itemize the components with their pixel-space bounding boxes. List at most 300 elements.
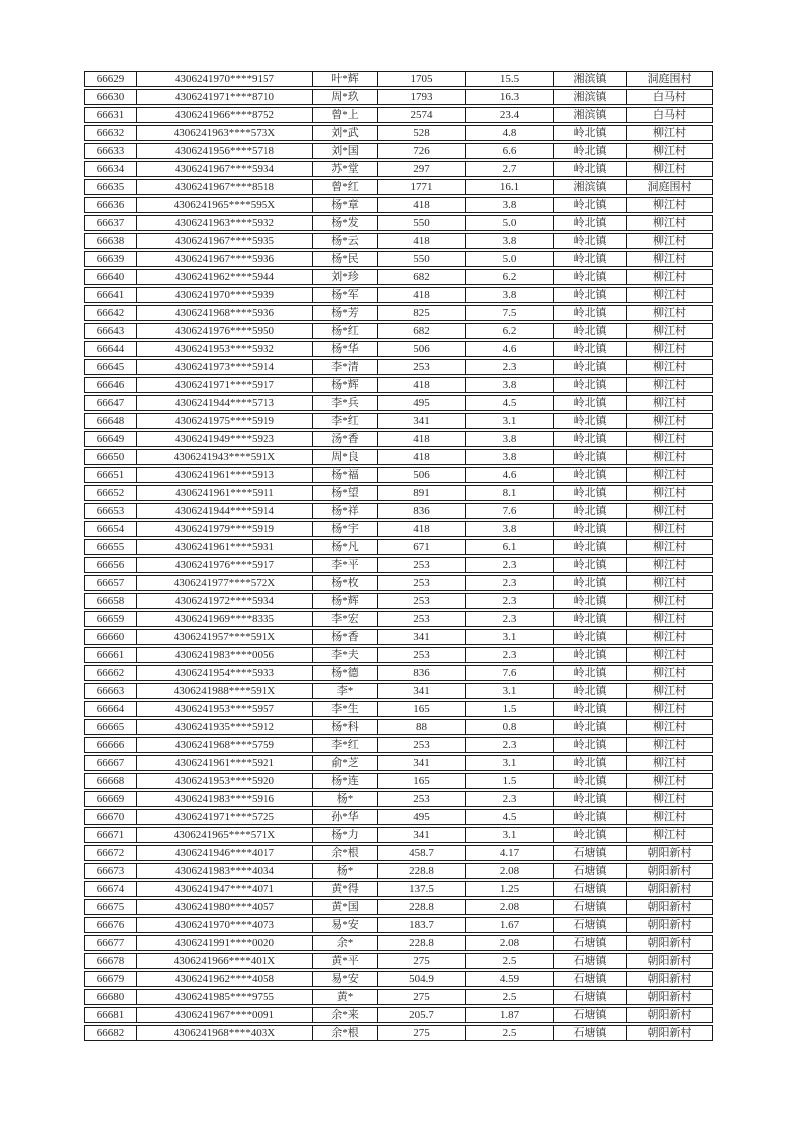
cell-seq: 66646 — [84, 377, 136, 393]
cell-seq: 66633 — [84, 143, 136, 159]
cell-seq: 66682 — [84, 1025, 136, 1041]
table-row — [84, 341, 713, 357]
cell-area: 4.5 — [465, 809, 553, 825]
cell-town: 岭北镇 — [553, 827, 626, 843]
table-row — [84, 773, 713, 789]
cell-seq: 66669 — [84, 791, 136, 807]
cell-village: 柳江村 — [626, 719, 713, 735]
cell-town: 岭北镇 — [553, 215, 626, 231]
cell-village: 朝阳新村 — [626, 899, 713, 915]
cell-village: 柳江村 — [626, 269, 713, 285]
cell-id-number: 4306241968****5936 — [136, 305, 312, 321]
cell-amount: 228.8 — [377, 863, 465, 879]
cell-id-number: 4306241953****5932 — [136, 341, 312, 357]
cell-seq: 66637 — [84, 215, 136, 231]
cell-name: 李*生 — [312, 701, 377, 717]
cell-seq: 66631 — [84, 107, 136, 123]
cell-id-number: 4306241979****5919 — [136, 521, 312, 537]
table-row — [84, 377, 713, 393]
cell-seq: 66676 — [84, 917, 136, 933]
cell-amount: 726 — [377, 143, 465, 159]
cell-name: 黄*国 — [312, 899, 377, 915]
cell-area: 2.3 — [465, 557, 553, 573]
cell-id-number: 4306241967****5935 — [136, 233, 312, 249]
cell-amount: 528 — [377, 125, 465, 141]
cell-seq: 66656 — [84, 557, 136, 573]
cell-village: 柳江村 — [626, 305, 713, 321]
cell-town: 岭北镇 — [553, 233, 626, 249]
cell-village: 柳江村 — [626, 431, 713, 447]
table-row — [84, 413, 713, 429]
cell-area: 3.8 — [465, 431, 553, 447]
cell-village: 朝阳新村 — [626, 863, 713, 879]
cell-amount: 253 — [377, 791, 465, 807]
cell-seq: 66651 — [84, 467, 136, 483]
cell-id-number: 4306241944****5713 — [136, 395, 312, 411]
cell-town: 岭北镇 — [553, 755, 626, 771]
cell-seq: 66681 — [84, 1007, 136, 1023]
table-row — [84, 989, 713, 1005]
cell-area: 1.67 — [465, 917, 553, 933]
cell-town: 岭北镇 — [553, 413, 626, 429]
cell-village: 朝阳新村 — [626, 1007, 713, 1023]
table-row — [84, 71, 713, 87]
cell-area: 6.6 — [465, 143, 553, 159]
cell-area: 6.1 — [465, 539, 553, 555]
cell-amount: 253 — [377, 593, 465, 609]
table-row — [84, 449, 713, 465]
cell-town: 岭北镇 — [553, 323, 626, 339]
cell-town: 岭北镇 — [553, 269, 626, 285]
cell-seq: 66680 — [84, 989, 136, 1005]
cell-seq: 66648 — [84, 413, 136, 429]
table-row — [84, 251, 713, 267]
cell-area: 3.8 — [465, 197, 553, 213]
cell-name: 黄*平 — [312, 953, 377, 969]
cell-seq: 66630 — [84, 89, 136, 105]
cell-id-number: 4306241953****5920 — [136, 773, 312, 789]
cell-name: 周*玖 — [312, 89, 377, 105]
table-row — [84, 719, 713, 735]
cell-area: 2.3 — [465, 359, 553, 375]
table-row — [84, 107, 713, 123]
cell-name: 李*兵 — [312, 395, 377, 411]
cell-village: 柳江村 — [626, 611, 713, 627]
cell-village: 柳江村 — [626, 593, 713, 609]
cell-seq: 66678 — [84, 953, 136, 969]
cell-seq: 66640 — [84, 269, 136, 285]
cell-area: 3.1 — [465, 629, 553, 645]
cell-name: 杨*芳 — [312, 305, 377, 321]
cell-id-number: 4306241956****5718 — [136, 143, 312, 159]
cell-id-number: 4306241963****573X — [136, 125, 312, 141]
cell-area: 5.0 — [465, 251, 553, 267]
cell-village: 柳江村 — [626, 125, 713, 141]
cell-area: 1.5 — [465, 773, 553, 789]
cell-amount: 165 — [377, 773, 465, 789]
cell-village: 柳江村 — [626, 395, 713, 411]
cell-village: 柳江村 — [626, 251, 713, 267]
table-row — [84, 791, 713, 807]
cell-id-number: 4306241970****4073 — [136, 917, 312, 933]
table-row — [84, 737, 713, 753]
cell-village: 朝阳新村 — [626, 1025, 713, 1041]
table-row — [84, 359, 713, 375]
table-row — [84, 665, 713, 681]
table-row — [84, 557, 713, 573]
cell-name: 余*根 — [312, 1025, 377, 1041]
cell-village: 柳江村 — [626, 485, 713, 501]
cell-town: 岭北镇 — [553, 359, 626, 375]
cell-id-number: 4306241975****5919 — [136, 413, 312, 429]
cell-village: 柳江村 — [626, 413, 713, 429]
cell-town: 岭北镇 — [553, 449, 626, 465]
cell-name: 叶*辉 — [312, 71, 377, 87]
cell-town: 岭北镇 — [553, 125, 626, 141]
cell-amount: 495 — [377, 809, 465, 825]
cell-seq: 66638 — [84, 233, 136, 249]
table-row — [84, 629, 713, 645]
cell-seq: 66667 — [84, 755, 136, 771]
table-row — [84, 503, 713, 519]
cell-seq: 66653 — [84, 503, 136, 519]
cell-town: 岭北镇 — [553, 197, 626, 213]
cell-area: 2.5 — [465, 989, 553, 1005]
cell-village: 柳江村 — [626, 503, 713, 519]
cell-id-number: 4306241983****5916 — [136, 791, 312, 807]
cell-name: 易*安 — [312, 971, 377, 987]
cell-area: 7.6 — [465, 503, 553, 519]
cell-seq: 66665 — [84, 719, 136, 735]
cell-seq: 66635 — [84, 179, 136, 195]
cell-seq: 66657 — [84, 575, 136, 591]
cell-id-number: 4306241971****5725 — [136, 809, 312, 825]
cell-name: 黄* — [312, 989, 377, 1005]
cell-area: 15.5 — [465, 71, 553, 87]
cell-id-number: 4306241980****4057 — [136, 899, 312, 915]
cell-name: 李*夫 — [312, 647, 377, 663]
cell-village: 柳江村 — [626, 575, 713, 591]
cell-area: 4.59 — [465, 971, 553, 987]
cell-amount: 2574 — [377, 107, 465, 123]
cell-seq: 66668 — [84, 773, 136, 789]
cell-town: 岭北镇 — [553, 503, 626, 519]
table-row — [84, 467, 713, 483]
cell-amount: 506 — [377, 341, 465, 357]
cell-area: 2.5 — [465, 953, 553, 969]
table-row — [84, 917, 713, 933]
cell-id-number: 4306241965****571X — [136, 827, 312, 843]
cell-amount: 418 — [377, 287, 465, 303]
cell-name: 杨*力 — [312, 827, 377, 843]
table-row — [84, 755, 713, 771]
cell-amount: 165 — [377, 701, 465, 717]
table-row — [84, 1025, 713, 1041]
cell-seq: 66649 — [84, 431, 136, 447]
cell-village: 柳江村 — [626, 629, 713, 645]
table-row — [84, 143, 713, 159]
cell-village: 柳江村 — [626, 467, 713, 483]
cell-town: 石塘镇 — [553, 971, 626, 987]
cell-seq: 66636 — [84, 197, 136, 213]
cell-id-number: 4306241935****5912 — [136, 719, 312, 735]
cell-name: 杨*发 — [312, 215, 377, 231]
cell-id-number: 4306241961****5931 — [136, 539, 312, 555]
cell-name: 余*根 — [312, 845, 377, 861]
cell-name: 汤*香 — [312, 431, 377, 447]
cell-amount: 88 — [377, 719, 465, 735]
cell-seq: 66632 — [84, 125, 136, 141]
table-row — [84, 215, 713, 231]
cell-area: 3.1 — [465, 413, 553, 429]
cell-name: 杨*望 — [312, 485, 377, 501]
cell-village: 柳江村 — [626, 647, 713, 663]
cell-amount: 275 — [377, 989, 465, 1005]
cell-id-number: 4306241991****0020 — [136, 935, 312, 951]
cell-id-number: 4306241949****5923 — [136, 431, 312, 447]
cell-seq: 66659 — [84, 611, 136, 627]
cell-seq: 66639 — [84, 251, 136, 267]
cell-id-number: 4306241946****4017 — [136, 845, 312, 861]
cell-area: 3.1 — [465, 827, 553, 843]
cell-id-number: 4306241985****9755 — [136, 989, 312, 1005]
cell-amount: 418 — [377, 449, 465, 465]
cell-id-number: 4306241972****5934 — [136, 593, 312, 609]
cell-town: 石塘镇 — [553, 989, 626, 1005]
cell-name: 俞*芝 — [312, 755, 377, 771]
cell-amount: 682 — [377, 323, 465, 339]
table-row — [84, 395, 713, 411]
cell-village: 柳江村 — [626, 359, 713, 375]
cell-name: 杨*宇 — [312, 521, 377, 537]
cell-amount: 550 — [377, 251, 465, 267]
cell-village: 柳江村 — [626, 665, 713, 681]
cell-village: 柳江村 — [626, 521, 713, 537]
cell-seq: 66655 — [84, 539, 136, 555]
table-row — [84, 953, 713, 969]
cell-town: 岭北镇 — [553, 593, 626, 609]
cell-name: 杨*香 — [312, 629, 377, 645]
cell-name: 杨*民 — [312, 251, 377, 267]
cell-seq: 66675 — [84, 899, 136, 915]
table-row — [84, 971, 713, 987]
cell-id-number: 4306241977****572X — [136, 575, 312, 591]
cell-area: 2.3 — [465, 737, 553, 753]
cell-area: 4.6 — [465, 467, 553, 483]
cell-seq: 66650 — [84, 449, 136, 465]
cell-amount: 825 — [377, 305, 465, 321]
cell-id-number: 4306241967****5934 — [136, 161, 312, 177]
cell-village: 朝阳新村 — [626, 881, 713, 897]
cell-amount: 682 — [377, 269, 465, 285]
cell-amount: 341 — [377, 827, 465, 843]
cell-town: 岭北镇 — [553, 809, 626, 825]
cell-area: 2.3 — [465, 647, 553, 663]
cell-area: 2.7 — [465, 161, 553, 177]
cell-name: 李*宏 — [312, 611, 377, 627]
cell-town: 岭北镇 — [553, 485, 626, 501]
table-row — [84, 233, 713, 249]
cell-area: 16.1 — [465, 179, 553, 195]
cell-village: 柳江村 — [626, 755, 713, 771]
cell-name: 曾*红 — [312, 179, 377, 195]
cell-seq: 66642 — [84, 305, 136, 321]
cell-area: 1.87 — [465, 1007, 553, 1023]
cell-name: 杨*祥 — [312, 503, 377, 519]
cell-name: 杨*云 — [312, 233, 377, 249]
cell-village: 朝阳新村 — [626, 953, 713, 969]
cell-name: 余* — [312, 935, 377, 951]
cell-area: 2.08 — [465, 935, 553, 951]
table-row — [84, 611, 713, 627]
cell-area: 2.5 — [465, 1025, 553, 1041]
cell-id-number: 4306241966****401X — [136, 953, 312, 969]
table-row — [84, 1007, 713, 1023]
cell-town: 岭北镇 — [553, 143, 626, 159]
cell-area: 2.3 — [465, 593, 553, 609]
cell-village: 朝阳新村 — [626, 971, 713, 987]
table-body — [84, 71, 713, 1041]
subsidy-table — [84, 69, 713, 1043]
cell-seq: 66677 — [84, 935, 136, 951]
table-row — [84, 125, 713, 141]
cell-amount: 137.5 — [377, 881, 465, 897]
cell-name: 杨*福 — [312, 467, 377, 483]
table-row — [84, 197, 713, 213]
cell-amount: 418 — [377, 233, 465, 249]
cell-id-number: 4306241976****5950 — [136, 323, 312, 339]
cell-area: 7.6 — [465, 665, 553, 681]
cell-name: 杨* — [312, 791, 377, 807]
table-row — [84, 575, 713, 591]
table-row — [84, 539, 713, 555]
cell-id-number: 4306241968****403X — [136, 1025, 312, 1041]
cell-town: 岭北镇 — [553, 161, 626, 177]
cell-area: 6.2 — [465, 269, 553, 285]
table-row — [84, 701, 713, 717]
cell-town: 石塘镇 — [553, 1025, 626, 1041]
cell-seq: 66664 — [84, 701, 136, 717]
cell-area: 3.8 — [465, 377, 553, 393]
cell-village: 洞庭围村 — [626, 71, 713, 87]
cell-amount: 1705 — [377, 71, 465, 87]
cell-town: 石塘镇 — [553, 899, 626, 915]
cell-village: 柳江村 — [626, 827, 713, 843]
table-row — [84, 683, 713, 699]
cell-area: 0.8 — [465, 719, 553, 735]
cell-name: 李*红 — [312, 737, 377, 753]
cell-id-number: 4306241971****5917 — [136, 377, 312, 393]
cell-village: 柳江村 — [626, 683, 713, 699]
cell-name: 李* — [312, 683, 377, 699]
cell-village: 柳江村 — [626, 791, 713, 807]
cell-amount: 253 — [377, 647, 465, 663]
cell-town: 岭北镇 — [553, 719, 626, 735]
table-row — [84, 647, 713, 663]
cell-village: 朝阳新村 — [626, 845, 713, 861]
cell-seq: 66671 — [84, 827, 136, 843]
cell-area: 3.1 — [465, 683, 553, 699]
cell-area: 1.25 — [465, 881, 553, 897]
cell-amount: 550 — [377, 215, 465, 231]
cell-town: 岭北镇 — [553, 341, 626, 357]
cell-name: 刘*武 — [312, 125, 377, 141]
cell-amount: 341 — [377, 413, 465, 429]
cell-amount: 253 — [377, 557, 465, 573]
cell-amount: 458.7 — [377, 845, 465, 861]
cell-town: 岭北镇 — [553, 557, 626, 573]
cell-area: 1.5 — [465, 701, 553, 717]
table-row — [84, 431, 713, 447]
cell-amount: 418 — [377, 197, 465, 213]
cell-id-number: 4306241970****9157 — [136, 71, 312, 87]
cell-amount: 253 — [377, 359, 465, 375]
cell-id-number: 4306241976****5917 — [136, 557, 312, 573]
cell-area: 23.4 — [465, 107, 553, 123]
cell-area: 8.1 — [465, 485, 553, 501]
cell-name: 杨*华 — [312, 341, 377, 357]
cell-name: 杨*连 — [312, 773, 377, 789]
table-row — [84, 863, 713, 879]
cell-village: 白马村 — [626, 107, 713, 123]
cell-seq: 66654 — [84, 521, 136, 537]
cell-village: 洞庭围村 — [626, 179, 713, 195]
table-row — [84, 179, 713, 195]
cell-id-number: 4306241963****5932 — [136, 215, 312, 231]
cell-amount: 418 — [377, 521, 465, 537]
cell-name: 杨* — [312, 863, 377, 879]
cell-amount: 183.7 — [377, 917, 465, 933]
table-row — [84, 161, 713, 177]
cell-area: 6.2 — [465, 323, 553, 339]
cell-id-number: 4306241965****595X — [136, 197, 312, 213]
cell-town: 岭北镇 — [553, 521, 626, 537]
cell-area: 4.17 — [465, 845, 553, 861]
cell-village: 柳江村 — [626, 161, 713, 177]
table-row — [84, 323, 713, 339]
cell-town: 岭北镇 — [553, 629, 626, 645]
cell-town: 石塘镇 — [553, 917, 626, 933]
table-row — [84, 899, 713, 915]
cell-town: 岭北镇 — [553, 611, 626, 627]
cell-id-number: 4306241973****5914 — [136, 359, 312, 375]
cell-id-number: 4306241962****4058 — [136, 971, 312, 987]
cell-amount: 836 — [377, 665, 465, 681]
cell-village: 柳江村 — [626, 557, 713, 573]
cell-town: 湘滨镇 — [553, 179, 626, 195]
cell-village: 柳江村 — [626, 215, 713, 231]
table-row — [84, 827, 713, 843]
cell-seq: 66672 — [84, 845, 136, 861]
cell-name: 曾*上 — [312, 107, 377, 123]
cell-id-number: 4306241957****591X — [136, 629, 312, 645]
cell-name: 孙*华 — [312, 809, 377, 825]
cell-id-number: 4306241961****5913 — [136, 467, 312, 483]
cell-area: 3.8 — [465, 287, 553, 303]
cell-name: 杨*章 — [312, 197, 377, 213]
cell-name: 李*红 — [312, 413, 377, 429]
cell-seq: 66652 — [84, 485, 136, 501]
cell-amount: 341 — [377, 755, 465, 771]
cell-town: 岭北镇 — [553, 665, 626, 681]
cell-amount: 418 — [377, 431, 465, 447]
cell-town: 岭北镇 — [553, 683, 626, 699]
cell-area: 4.8 — [465, 125, 553, 141]
cell-village: 柳江村 — [626, 341, 713, 357]
cell-id-number: 4306241970****5939 — [136, 287, 312, 303]
cell-name: 苏*堂 — [312, 161, 377, 177]
cell-town: 石塘镇 — [553, 881, 626, 897]
